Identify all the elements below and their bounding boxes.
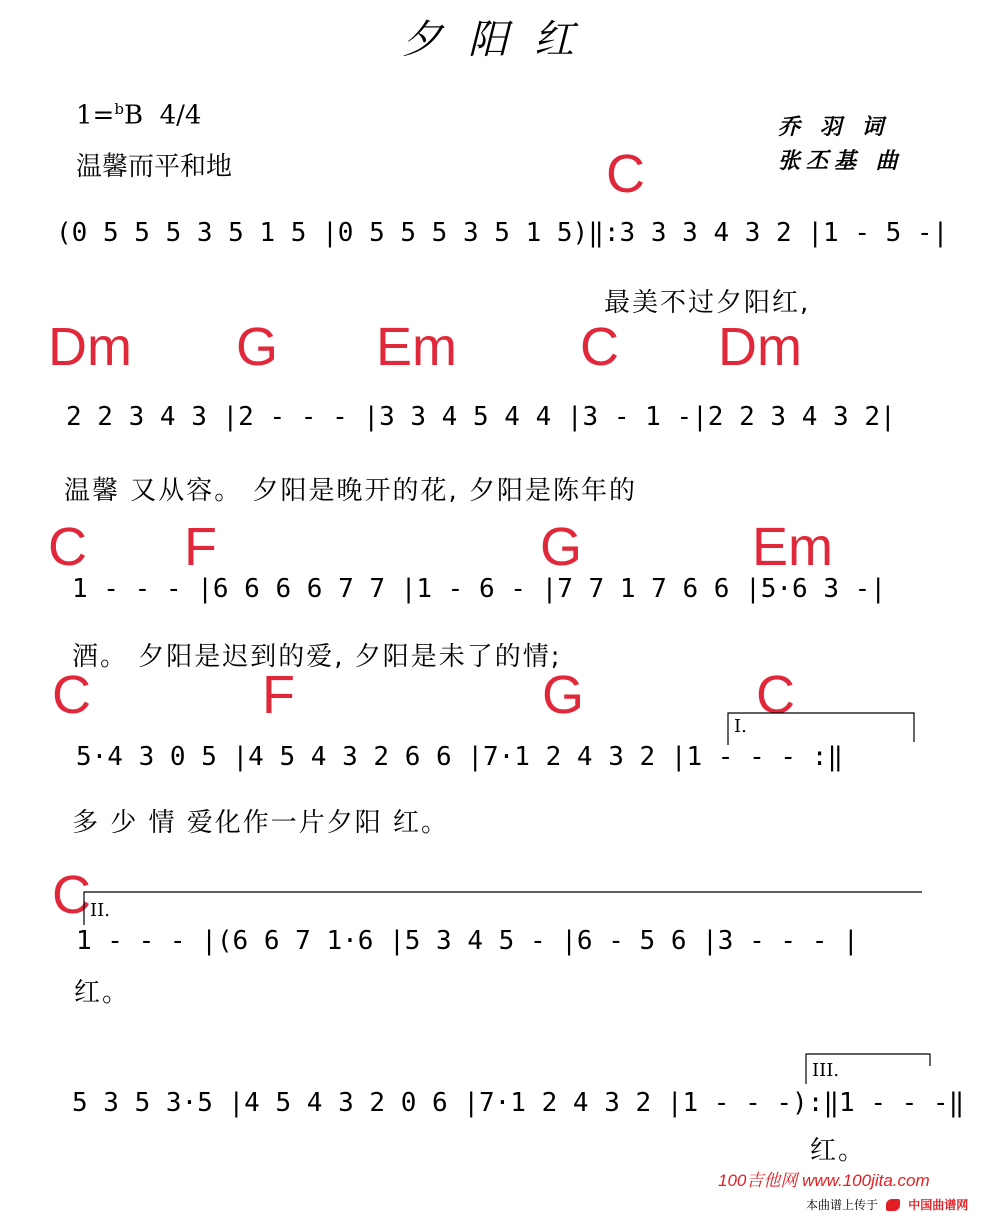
chord-label: C <box>756 665 795 725</box>
time-signature: 4/4 <box>159 100 202 131</box>
lyrics-row-1: 最美不过夕阳红, <box>604 288 811 318</box>
lyrics-row-6: 红。 <box>810 1136 867 1166</box>
notation-row-4: 5·4 3 0 5 |4 5 4 3 2 6 6 |7·1 2 4 3 2 |1 - - - :‖ <box>76 742 844 772</box>
chord-label: F <box>262 665 295 725</box>
song-title: 夕阳红 <box>402 17 600 63</box>
chord-label: Em <box>376 317 457 377</box>
volta-1-bracket <box>728 713 914 745</box>
chord-label: G <box>236 317 279 377</box>
volta-3-bracket <box>806 1054 930 1084</box>
notation-row-1: (0 5 5 5 3 5 1 5 |0 5 5 5 3 5 1 5)‖:3 3 3 4 3 2 |1 - 5 -| <box>56 218 949 248</box>
chord-label: Dm <box>718 317 802 377</box>
chord-label: G <box>542 665 585 725</box>
chord-label: C <box>606 144 645 204</box>
watermark-site: 100吉他网 www.100jita.com <box>718 1171 930 1190</box>
volta-2-bracket <box>84 892 922 925</box>
chord-label: C <box>580 317 619 377</box>
notation-row-6: 5 3 5 3·5 |4 5 4 3 2 0 6 |7·1 2 4 3 2 |1 - - -):‖1 - - -‖ <box>72 1088 965 1118</box>
composer-credit: 张丕基 曲 <box>778 148 904 174</box>
lyrics-row-3: 酒。 夕阳是迟到的爱, 夕阳是未了的情; <box>72 642 562 672</box>
chord-label: Em <box>752 517 833 577</box>
chord-label: Dm <box>48 317 132 377</box>
volta-1-label: I. <box>734 716 747 737</box>
chord-label: C <box>52 665 91 725</box>
lyricist-credit: 乔 羽 词 <box>778 114 890 140</box>
notation-row-5: 1 - - - |(6 6 7 1·6 |5 3 4 5 - |6 - 5 6 |3 - - - | <box>76 926 859 956</box>
chord-label: C <box>48 517 87 577</box>
watermark-upload-text: 本曲谱上传于 <box>806 1198 879 1212</box>
tempo-marking: 温馨而平和地 <box>76 152 233 182</box>
volta-3-label: III. <box>812 1060 840 1081</box>
key-flat: b <box>114 100 124 118</box>
notation-row-3: 1 - - - |6 6 6 6 7 7 |1 - 6 - |7 7 1 7 6 6 |5·6 3 -| <box>72 574 886 604</box>
chord-label: F <box>184 517 217 577</box>
watermark-brand: 中国曲谱网 <box>908 1198 969 1212</box>
key-prefix: 1= <box>76 100 115 131</box>
key-note: B <box>123 100 144 131</box>
volta-2-label: II. <box>90 900 110 921</box>
chord-label: C <box>52 865 91 925</box>
chord-label: G <box>540 517 583 577</box>
notation-row-2: 2 2 3 4 3 |2 - - - |3 3 4 5 4 4 |3 - 1 -|2 2 3 4 3 2| <box>66 402 896 432</box>
lyrics-row-5: 红。 <box>74 978 131 1008</box>
lyrics-row-4: 多 少 情 爱化作一片夕阳 红。 <box>72 808 450 838</box>
lyrics-row-2: 温馨 又从容。 夕阳是晚开的花, 夕阳是陈年的 <box>64 476 638 506</box>
